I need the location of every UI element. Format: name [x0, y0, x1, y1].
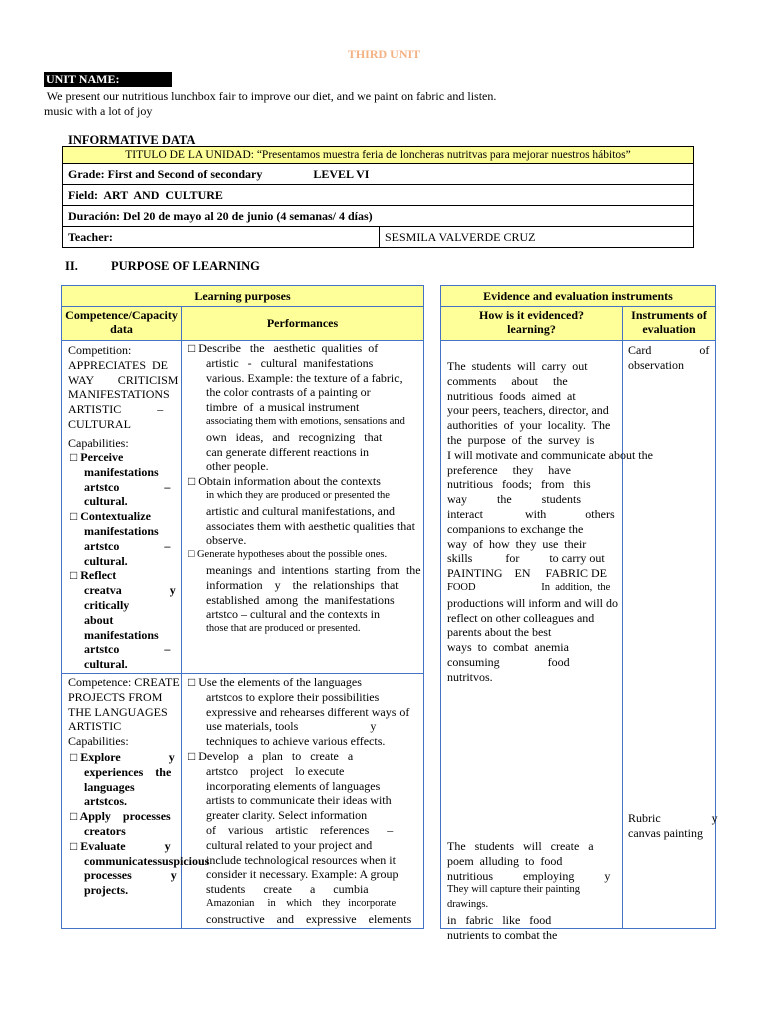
row2-competence-text — [68, 675, 193, 749]
capability-item: creators — [84, 823, 126, 838]
performance-line: □ Describe the aesthetic qualities of — [188, 341, 379, 355]
performance-line: of various artistic references – — [206, 822, 394, 837]
performance-line: students create a cumbia — [206, 882, 369, 897]
evidence-line: nutritious foods; from this — [447, 477, 591, 492]
teacher-name: SESMILA VALVERDE CRUZ — [380, 227, 694, 248]
purpose-number: II. — [65, 259, 78, 273]
capability-item: processes y — [84, 868, 177, 883]
competence-header: Competence/Capacity data — [61, 306, 182, 341]
performance-line: include technological resources when it — [206, 852, 396, 867]
capability-item: artstcos. — [84, 794, 127, 809]
row1-competence-line: MANIFESTATIONS — [68, 387, 170, 402]
unit-description — [44, 89, 524, 119]
performance-line: in which they are produced or presented the — [206, 489, 390, 501]
performance-line: □ Use the elements of the languages — [188, 675, 362, 689]
level-text: LEVEL VI — [313, 166, 370, 181]
evidence-line: in fabric like food — [447, 912, 552, 927]
unit-description-line-2: music with a lot of joy — [44, 104, 153, 118]
performance-line: own ideas, and recognizing that — [206, 429, 383, 444]
row2-instrument-text — [628, 811, 718, 841]
performance-line: greater clarity. Select information — [206, 808, 368, 823]
row1-competence-line: APPRECIATES DE — [68, 357, 169, 372]
purpose-heading — [65, 259, 260, 274]
evidence-line: preference they have — [447, 462, 571, 477]
row1-competence-line: WAY CRITICISM — [68, 372, 179, 387]
performance-line: incorporating elements of languages — [206, 778, 381, 793]
performance-line: information y the relationships that — [206, 577, 399, 592]
performances-header: Performances — [181, 306, 424, 341]
row1-competence-line: CULTURAL — [68, 416, 131, 431]
row2-performances-text — [188, 675, 422, 927]
capability-item: critically — [84, 597, 130, 612]
row2-evidence-text — [447, 839, 619, 943]
instrument-line: observation — [628, 357, 684, 372]
instrument-line: Rubric y — [628, 811, 718, 825]
row1-instrument-text — [628, 343, 714, 373]
evidence-line: companions to exchange the — [447, 521, 584, 536]
evidence-line: poem alluding to food — [447, 853, 563, 868]
capability-item: cultural. — [84, 553, 128, 568]
capability-item: □ Reflect — [70, 568, 117, 583]
evidence-line: I will motivate and communicate about the — [447, 447, 653, 462]
row1-evidence-text — [447, 359, 653, 685]
instruments-header: Instruments of evaluation — [622, 306, 716, 341]
evidence-line: consuming food — [447, 654, 570, 669]
performance-line: artists to communicate their ideas with — [206, 793, 392, 808]
capability-item: creatva y — [84, 583, 176, 598]
capability-item: □ Perceive — [70, 450, 124, 464]
teacher-label: Teacher: — [63, 227, 380, 248]
performance-line: associates them with aesthetic qualities that — [206, 518, 415, 533]
evidence-line: They will capture their painting drawings. — [447, 884, 580, 911]
performance-line: artistic - cultural manifestations — [206, 355, 374, 370]
performance-line: various. Example: the texture of a fabric, — [206, 370, 403, 385]
performance-line: use materials, tools y — [206, 719, 377, 734]
evidence-line: interact with others — [447, 506, 615, 521]
evidence-line: PAINTING EN FABRIC DE — [447, 566, 608, 581]
performance-line: artstco – cultural and the contexts in — [206, 607, 380, 622]
row1-competence-line: ARTISTIC – — [68, 402, 164, 417]
performance-line: consider it necessary. Example: A group — [206, 867, 399, 882]
capability-item: □ Evaluate y — [70, 838, 171, 853]
capability-item: languages — [84, 779, 135, 794]
learning-purposes-header: Learning purposes — [61, 285, 424, 307]
row1-performances-text — [188, 341, 422, 637]
unit-name-label: UNIT NAME: — [44, 72, 172, 87]
capability-item: artstco – — [84, 479, 171, 494]
evidence-line: authorities of your locality. The — [447, 418, 611, 433]
evidence-line: productions will inform and will do — [447, 595, 618, 610]
evidence-line: skills for to carry out — [447, 551, 605, 566]
grade-text: Grade: First and Second of secondary — [68, 166, 263, 181]
performance-line: □ Develop a plan to create a — [188, 748, 354, 763]
evidence-header: Evidence and evaluation instruments — [440, 285, 716, 307]
evidence-line: nutritious foods aimed at — [447, 388, 576, 403]
evidence-line: nutrients to combat the — [447, 927, 558, 942]
unit-title-row: TITULO DE LA UNIDAD: “Presentamos muestra feria de loncheras nutritvas para mejorar nuestros hábitos” — [63, 147, 694, 164]
evidence-line: The students will carry out — [447, 359, 588, 373]
evidence-line: ways to combat anemia — [447, 640, 569, 655]
capability-item: manifestations — [84, 523, 159, 538]
capability-item: manifestations — [84, 627, 159, 642]
evidence-line: parents about the best — [447, 625, 552, 640]
performance-line: other people. — [206, 459, 269, 474]
unit-title: THIRD UNIT — [347, 47, 421, 61]
performance-line: artistic and cultural manifestations, and — [206, 503, 395, 518]
row2-competence-line: Competence: CREATE — [68, 675, 180, 689]
capability-item: cultural. — [84, 657, 128, 672]
performance-line: associating them with emotions, sensations and — [206, 415, 405, 427]
row1-competence-line: Competition: — [68, 343, 132, 357]
capability-item: projects. — [84, 883, 129, 898]
field-row: Field: ART AND CULTURE — [63, 185, 694, 206]
capability-item: cultural. — [84, 494, 128, 509]
performance-line: the color contrasts of a painting or — [206, 385, 371, 400]
performance-line: established among the manifestations — [206, 592, 395, 607]
performance-line: cultural related to your project and — [206, 837, 373, 852]
capability-item: artstco – — [84, 538, 171, 553]
how-evidenced-header: How is it evidenced? learning? — [440, 306, 623, 341]
row2-competence-line: Capabilities: — [68, 734, 129, 749]
evidence-line: way the students — [447, 492, 581, 507]
performance-line: artstco project lo execute — [206, 763, 345, 778]
capability-item: □ Apply processes — [70, 809, 171, 824]
evidence-line: The students will create a — [447, 839, 594, 853]
performance-line: Amazonian in which they incorporate — [206, 897, 397, 909]
instrument-line: Card of — [628, 343, 710, 357]
row1-competence-line: Capabilities: — [68, 435, 129, 450]
grade-row — [63, 164, 694, 185]
performance-line: □ Generate hypotheses about the possible ones. — [188, 549, 388, 561]
performance-line: meanings and intentions starting from the — [206, 562, 421, 577]
row1-competence-text — [68, 343, 180, 451]
evidence-line: FOOD In addition, the — [447, 581, 611, 593]
capability-item: □ Explore y — [70, 750, 175, 764]
informative-heading: INFORMATIVE DATA — [68, 133, 196, 147]
performance-line: observe. — [206, 533, 247, 548]
evidence-line: your peers, teachers, director, and — [447, 403, 609, 418]
informative-table — [62, 146, 694, 248]
performance-line: timbre of a musical instrument — [206, 400, 360, 415]
capability-item: communicatessuspicious — [84, 853, 210, 868]
evidence-line: way of how they use their — [447, 536, 587, 551]
capability-item: experiences the — [84, 764, 172, 779]
row2-competence-line: ARTISTIC — [68, 719, 122, 734]
capability-item: □ Contextualize — [70, 509, 151, 524]
row2-competence-line: THE LANGUAGES — [68, 704, 168, 719]
purpose-title: PURPOSE OF LEARNING — [111, 259, 260, 273]
performance-line: □ Obtain information about the contexts — [188, 474, 381, 489]
unit-description-line-1: We present our nutritious lunchbox fair to improve our diet, and we paint on fabric and listen. — [44, 89, 497, 103]
evidence-line: comments about the — [447, 373, 568, 388]
performance-line: constructive and expressive elements — [206, 911, 412, 926]
capability-item: about — [84, 612, 114, 627]
performance-line: those that are produced or presented. — [206, 623, 361, 635]
evidence-line: the purpose of the survey is — [447, 432, 595, 447]
capability-item: artstco – — [84, 642, 171, 657]
performance-line: can generate different reactions in — [206, 444, 370, 459]
capability-item: manifestations — [84, 464, 159, 479]
performance-line: artstcos to explore their possibilities — [206, 689, 380, 704]
performance-line: techniques to achieve various effects. — [206, 734, 386, 749]
row2-competence-line: PROJECTS FROM — [68, 689, 163, 704]
evidence-line: reflect on other colleagues and — [447, 610, 595, 625]
evidence-line: nutritious employing y — [447, 868, 611, 883]
evidence-line: nutritvos. — [447, 669, 493, 684]
duration-row: Duración: Del 20 de mayo al 20 de junio (4 semanas/ 4 días) — [63, 206, 694, 227]
performance-line: expressive and rehearses different ways of — [206, 704, 410, 719]
instrument-line: canvas painting — [628, 825, 703, 840]
row1-capabilities-list — [70, 450, 180, 672]
